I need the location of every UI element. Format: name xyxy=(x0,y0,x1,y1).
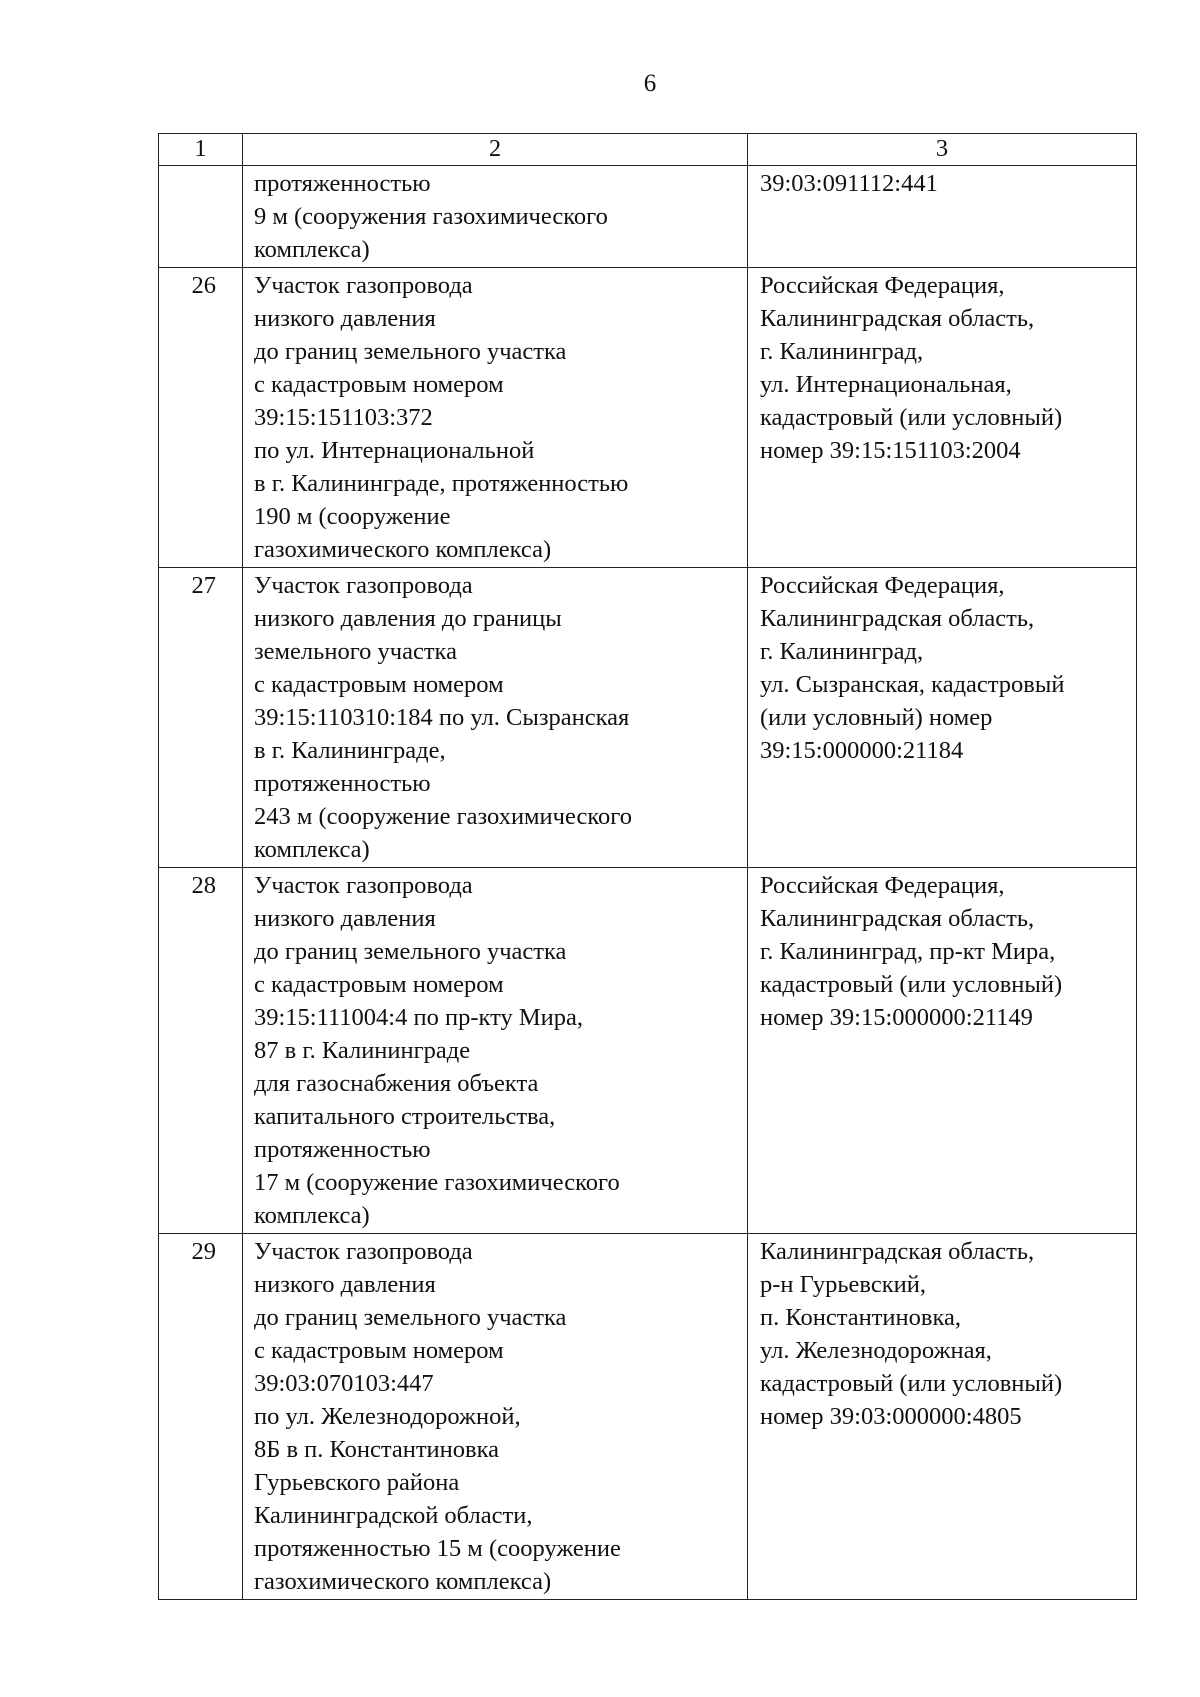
description-line: низкого давления до границы xyxy=(254,605,562,632)
table-row xyxy=(159,868,1137,1234)
description-line: для газоснабжения объекта xyxy=(254,1070,539,1097)
object-description-cell xyxy=(243,1234,748,1600)
description-line: по ул. Интернациональной xyxy=(254,437,535,464)
description-line: в г. Калининграде, xyxy=(254,737,446,764)
description-line: протяженностью xyxy=(254,170,431,197)
description-line: по ул. Железнодорожной, xyxy=(254,1403,521,1430)
description-line: 9 м (сооружения газохимического xyxy=(254,203,608,230)
address-line: 39:15:000000:21184 xyxy=(760,737,964,764)
row-number xyxy=(159,166,243,268)
address-cell xyxy=(748,268,1137,568)
address-line: Калининградская область, xyxy=(760,605,1035,632)
address-line: Российская Федерация, xyxy=(760,272,1005,299)
object-description-cell xyxy=(243,568,748,868)
description-line: Участок газопровода xyxy=(254,872,473,899)
description-line: в г. Калининграде, протяженностью xyxy=(254,470,629,497)
page-number: 6 xyxy=(643,70,657,97)
address-cell xyxy=(748,1234,1137,1600)
address-line: р-н Гурьевский, xyxy=(760,1271,926,1298)
description-line: 8Б в п. Константиновка xyxy=(254,1436,499,1463)
object-description-cell xyxy=(243,868,748,1234)
description-line: земельного участка xyxy=(254,638,457,665)
row-number: 29 xyxy=(159,1234,243,1600)
description-line: протяженностью xyxy=(254,1136,431,1163)
address-line: Российская Федерация, xyxy=(760,572,1005,599)
address-line: номер 39:15:000000:21149 xyxy=(760,1004,1033,1031)
table-header-row xyxy=(159,134,1137,166)
description-line: Участок газопровода xyxy=(254,1238,473,1265)
table-row xyxy=(159,568,1137,868)
column-header: 3 xyxy=(748,134,1137,166)
description-line: с кадастровым номером xyxy=(254,971,504,998)
address-line: ул. Железнодорожная, xyxy=(760,1337,992,1364)
address-line: 39:03:091112:441 xyxy=(760,170,938,197)
description-line: с кадастровым номером xyxy=(254,1337,504,1364)
address-line: номер 39:15:151103:2004 xyxy=(760,437,1021,464)
address-line: г. Калининград, xyxy=(760,338,924,365)
address-line: г. Калининград, xyxy=(760,638,924,665)
description-line: комплекса) xyxy=(254,236,370,263)
description-line: низкого давления xyxy=(254,305,436,332)
table-row xyxy=(159,268,1137,568)
column-header: 1 xyxy=(159,134,243,166)
address-line: кадастровый (или условный) xyxy=(760,971,1063,998)
table-row xyxy=(159,166,1137,268)
description-line: Гурьевского района xyxy=(254,1469,460,1496)
registry-table xyxy=(158,133,1137,1600)
object-description-cell xyxy=(243,268,748,568)
address-line: Калининградская область, xyxy=(760,905,1035,932)
description-line: с кадастровым номером xyxy=(254,371,504,398)
address-line: (или условный) номер xyxy=(760,704,993,731)
description-line: с кадастровым номером xyxy=(254,671,504,698)
description-line: 190 м (сооружение xyxy=(254,503,451,530)
row-number: 27 xyxy=(159,568,243,868)
address-cell xyxy=(748,568,1137,868)
address-line: Калининградская область, xyxy=(760,305,1035,332)
description-line: до границ земельного участка xyxy=(254,938,567,965)
description-line: комплекса) xyxy=(254,1202,370,1229)
description-line: 17 м (сооружение газохимического xyxy=(254,1169,620,1196)
address-line: Российская Федерация, xyxy=(760,872,1005,899)
address-line: п. Константиновка, xyxy=(760,1304,961,1331)
address-line: кадастровый (или условный) xyxy=(760,404,1063,431)
description-line: до границ земельного участка xyxy=(254,338,567,365)
description-line: низкого давления xyxy=(254,1271,436,1298)
description-line: до границ земельного участка xyxy=(254,1304,567,1331)
description-line: 243 м (сооружение газохимического xyxy=(254,803,632,830)
address-line: г. Калининград, пр-кт Мира, xyxy=(760,938,1056,965)
row-number: 28 xyxy=(159,868,243,1234)
description-line: 87 в г. Калининграде xyxy=(254,1037,471,1064)
address-line: ул. Сызранская, кадастровый xyxy=(760,671,1065,698)
description-line: 39:03:070103:447 xyxy=(254,1370,434,1397)
description-line: 39:15:110310:184 по ул. Сызранская xyxy=(254,704,630,731)
description-line: низкого давления xyxy=(254,905,436,932)
address-cell xyxy=(748,166,1137,268)
address-line: номер 39:03:000000:4805 xyxy=(760,1403,1022,1430)
table-body xyxy=(159,166,1137,1600)
address-line: Калининградская область, xyxy=(760,1238,1035,1265)
description-line: комплекса) xyxy=(254,836,370,863)
description-line: газохимического комплекса) xyxy=(254,1568,552,1595)
address-line: кадастровый (или условный) xyxy=(760,1370,1063,1397)
description-line: протяженностью xyxy=(254,770,431,797)
description-line: 39:15:151103:372 xyxy=(254,404,433,431)
description-line: Участок газопровода xyxy=(254,272,473,299)
description-line: Калининградской области, xyxy=(254,1502,533,1529)
row-number: 26 xyxy=(159,268,243,568)
description-line: Участок газопровода xyxy=(254,572,473,599)
description-line: капитального строительства, xyxy=(254,1103,556,1130)
description-line: протяженностью 15 м (сооружение xyxy=(254,1535,621,1562)
column-header: 2 xyxy=(243,134,748,166)
address-cell xyxy=(748,868,1137,1234)
address-line: ул. Интернациональная, xyxy=(760,371,1012,398)
table-row xyxy=(159,1234,1137,1600)
description-line: газохимического комплекса) xyxy=(254,536,552,563)
description-line: 39:15:111004:4 по пр-кту Мира, xyxy=(254,1004,583,1031)
object-description-cell xyxy=(243,166,748,268)
